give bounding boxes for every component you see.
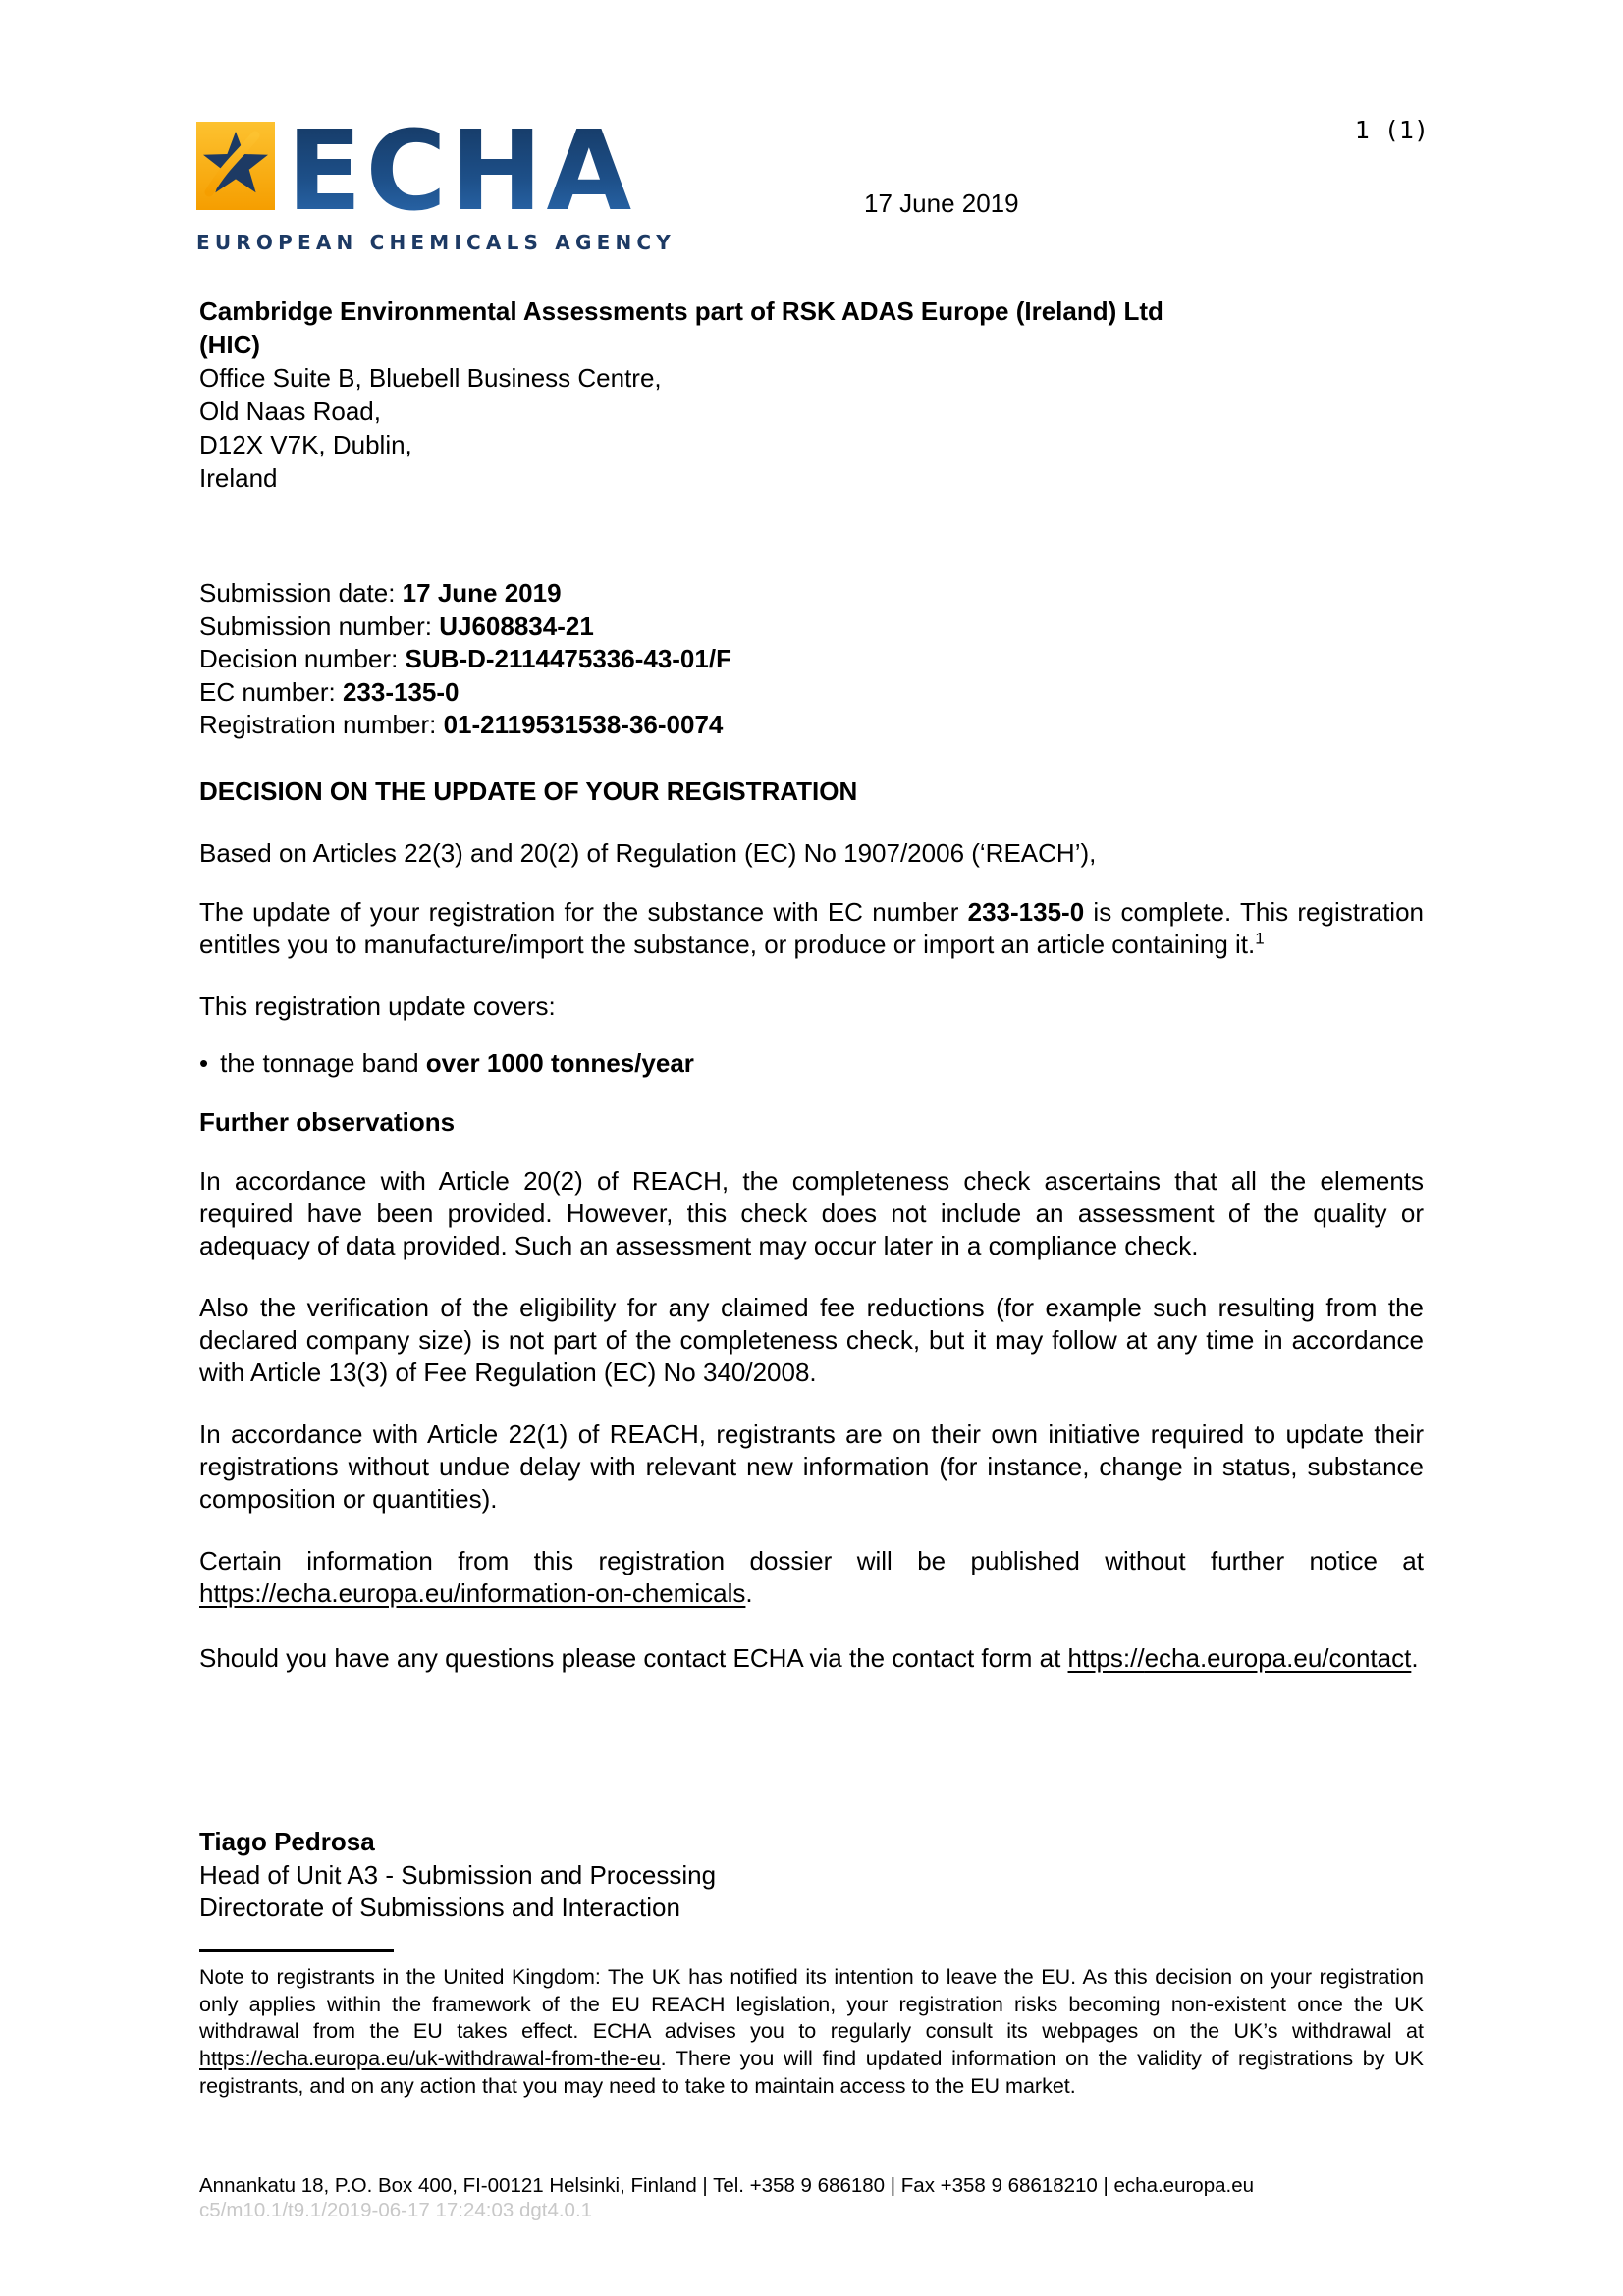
meta-row-submission-number bbox=[199, 611, 1424, 644]
machine-code: c5/m10.1/t9.1/2019-06-17 17:24:03 dgt4.0.1 bbox=[199, 2199, 593, 2221]
meta-row-decision-number bbox=[199, 643, 1424, 676]
contact-text-1: Should you have any questions please contact ECHA via the contact form at bbox=[199, 1643, 1068, 1673]
submission-meta-block bbox=[199, 577, 1424, 742]
publication-text-1: Certain information from this registration dossier will be published without further notice at bbox=[199, 1546, 1424, 1575]
meta-label: Submission date: bbox=[199, 578, 403, 608]
based-on-paragraph: Based on Articles 22(3) and 20(2) of Regulation (EC) No 1907/2006 (‘REACH’), bbox=[199, 838, 1097, 868]
footnote-divider bbox=[199, 1949, 394, 1952]
footnote-text bbox=[199, 1964, 1424, 2101]
contact-link-part1[interactable]: https:// bbox=[1067, 1643, 1145, 1673]
signatory-role: Head of Unit A3 - Submission and Processing bbox=[199, 1859, 717, 1890]
footnote-text-2: . There you will find updated information on the validity of registrations by UK registrants, and on any action that you may need to take to maintain access to the EU market. bbox=[199, 2047, 1424, 2098]
bullet-icon: • bbox=[199, 1048, 209, 1078]
echa-logo bbox=[196, 116, 676, 254]
meta-label: Registration number: bbox=[199, 710, 444, 739]
recipient-address-block bbox=[199, 294, 1424, 495]
decision-heading: DECISION ON THE UPDATE OF YOUR REGISTRATION bbox=[199, 776, 858, 806]
update-text-2: is complete. This registration entitles you to manufacture/import the substance, or produce or import an article containing it. bbox=[199, 897, 1424, 959]
meta-row-submission-date bbox=[199, 577, 1424, 611]
bullet-text: the tonnage band bbox=[220, 1048, 426, 1078]
document-date: 17 June 2019 bbox=[864, 188, 1019, 218]
meta-label: EC number: bbox=[199, 676, 343, 707]
page-number: 1 (1) bbox=[1354, 116, 1429, 144]
covers-intro: This registration update covers: bbox=[199, 991, 556, 1021]
own-initiative-paragraph: In accordance with Article 22(1) of REACH, registrants are on their own initiative required to update their registrations without undue delay with relevant new information (for instance, change in status, substance composition or quantities). bbox=[199, 1419, 1424, 1514]
meta-value: 01-2119531538-36-0074 bbox=[443, 710, 724, 739]
fee-verification-paragraph: Also the verification of the eligibility for any claimed fee reductions (for example such resulting from the declared company size) is not part of the completeness check, but it may follow at any time in accordance with Article 13(3) of Fee Regulation (EC) No 340/2008. bbox=[199, 1293, 1424, 1387]
echa-star-icon bbox=[196, 122, 275, 210]
tonnage-band-value: over 1000 tonnes/year bbox=[425, 1048, 694, 1078]
footer-contact-line: Annankatu 18, P.O. Box 400, FI-00121 Helsinki, Finland | Tel. +358 9 686180 | Fax +358 9 68618210 | echa.europa.eu bbox=[199, 2174, 1255, 2197]
publication-paragraph bbox=[199, 1545, 1424, 1610]
meta-value: UJ608834-21 bbox=[439, 611, 594, 641]
meta-label: Submission number: bbox=[199, 611, 440, 641]
update-complete-paragraph bbox=[199, 896, 1424, 961]
recipient-name-line1: Cambridge Environmental Assessments part of RSK ADAS Europe (Ireland) Ltd bbox=[199, 296, 1163, 326]
tonnage-bullet-item bbox=[199, 1047, 1424, 1080]
meta-value: 233-135-0 bbox=[342, 676, 460, 707]
recipient-address-line: Old Naas Road, bbox=[199, 397, 381, 426]
contact-text-2: . bbox=[1411, 1643, 1419, 1673]
meta-row-registration-number bbox=[199, 709, 1424, 742]
recipient-name-line2: (HIC) bbox=[199, 330, 261, 359]
contact-link-part2[interactable]: echa.europa.eu/contact bbox=[1144, 1643, 1412, 1673]
echa-logo-acronym: ECHA bbox=[287, 116, 636, 218]
recipient-address-line: D12X V7K, Dublin, bbox=[199, 430, 412, 459]
update-text-1: The update of your registration for the substance with EC number bbox=[199, 897, 968, 927]
signature-block bbox=[199, 1826, 1424, 1925]
recipient-address-line: Ireland bbox=[199, 463, 278, 493]
meta-value: 17 June 2019 bbox=[402, 578, 562, 608]
contact-paragraph bbox=[199, 1642, 1424, 1675]
footnote-text-1: Note to registrants in the United Kingdom: The UK has notified its intention to leave the EU. As this decision on your registration only applies within the framework of the EU REACH legislation, your registration risks becoming non-existent once the UK withdrawal from the EU takes effect. ECHA advises you to regularly consult its webpages on the UK’s withdrawal at bbox=[199, 1965, 1424, 2044]
meta-row-ec-number bbox=[199, 676, 1424, 710]
uk-withdrawal-link[interactable]: https://echa.europa.eu/uk-withdrawal-from-the-eu bbox=[199, 2047, 661, 2071]
ec-number-value: 233-135-0 bbox=[967, 897, 1085, 927]
echa-logo-graphic bbox=[196, 116, 668, 218]
further-observations-heading: Further observations bbox=[199, 1107, 456, 1137]
signatory-directorate: Directorate of Submissions and Interaction bbox=[199, 1893, 680, 1922]
letter-body bbox=[199, 775, 1424, 1704]
meta-value: SUB-D-2114475336-43-01/F bbox=[405, 644, 731, 673]
footnote-reference: 1 bbox=[1255, 929, 1265, 948]
signatory-name: Tiago Pedrosa bbox=[199, 1827, 375, 1856]
completeness-paragraph: In accordance with Article 20(2) of REACH, the completeness check ascertains that all the elements required have been provided. However, this check does not include an assessment of the quality or adequacy of data provided. Such an assessment may occur later in a compliance check. bbox=[199, 1166, 1424, 1260]
meta-label: Decision number: bbox=[199, 644, 406, 673]
contact-form-link[interactable] bbox=[1068, 1643, 1412, 1673]
echa-logo-subtitle: EUROPEAN CHEMICALS AGENCY bbox=[196, 231, 676, 254]
recipient-address-line: Office Suite B, Bluebell Business Centre, bbox=[199, 363, 662, 393]
publication-text-2: . bbox=[745, 1578, 753, 1608]
information-on-chemicals-link[interactable]: https://echa.europa.eu/information-on-chemicals bbox=[199, 1578, 746, 1608]
